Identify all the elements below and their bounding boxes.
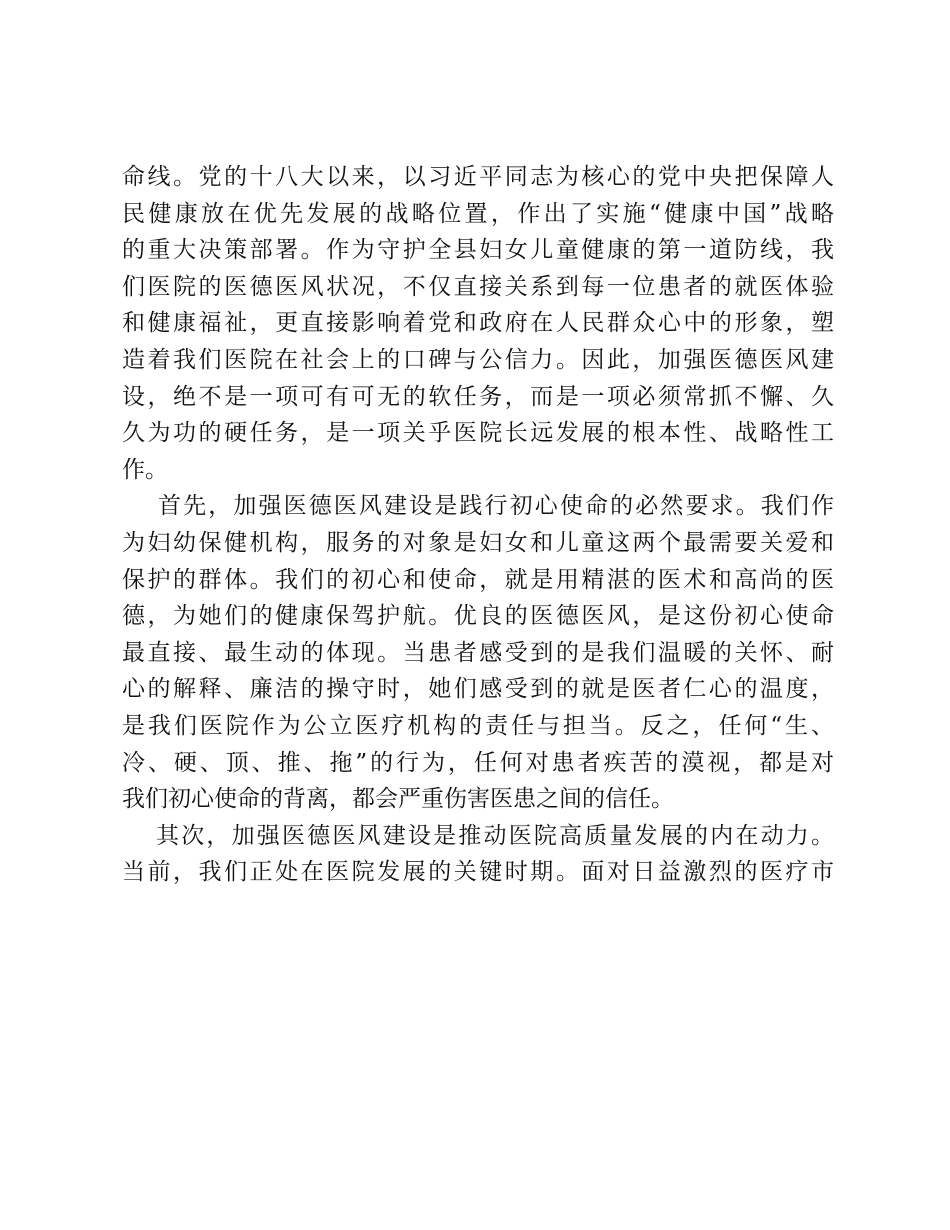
text-line: 冷、硬、顶、推、拖”的行为，任何对患者疾苦的漠视，都是对 <box>122 749 834 776</box>
text-line: 久为功的硬任务，是一项关乎医院长远发展的根本性、战略性工 <box>122 420 834 447</box>
text-line: 为妇幼保健机构，服务的对象是妇女和儿童这两个最需要关爱和 <box>122 529 834 556</box>
text-line: 德，为她们的健康保驾护航。优良的医德医风，是这份初心使命 <box>122 603 834 630</box>
text-line: 保护的群体。我们的初心和使命，就是用精湛的医术和高尚的医 <box>122 566 834 593</box>
paragraph-2 <box>122 488 834 817</box>
text-line: 作。 <box>122 456 168 483</box>
text-line: 设，绝不是一项可有可无的软任务，而是一项必须常抓不懈、久 <box>122 383 834 410</box>
text-line: 其次，加强医德医风建设是推动医院高质量发展的内在动力。 <box>156 822 834 849</box>
text-line: 造着我们医院在社会上的口碑与公信力。因此，加强医德医风建 <box>122 346 834 373</box>
text-line: 命线。党的十八大以来，以习近平同志为核心的党中央把保障人 <box>122 164 834 190</box>
text-line: 民健康放在优先发展的战略位置，作出了实施“健康中国”战略 <box>122 200 834 227</box>
text-line: 心的解释、廉洁的操守时，她们感受到的就是医者仁心的温度， <box>122 676 834 703</box>
text-line: 当前，我们正处在医院发展的关键时期。面对日益激烈的医疗市 <box>122 859 834 886</box>
paragraph-1 <box>122 159 834 488</box>
text-line: 是我们医院作为公立医疗机构的责任与担当。反之，任何“生、 <box>122 712 834 739</box>
text-line: 最直接、最生动的体现。当患者感受到的是我们温暖的关怀、耐 <box>122 639 834 666</box>
text-line: 首先，加强医德医风建设是践行初心使命的必然要求。我们作 <box>158 493 834 520</box>
document-body <box>122 159 834 891</box>
text-line: 们医院的医德医风状况，不仅直接关系到每一位患者的就医体验 <box>122 273 834 300</box>
text-line: 的重大决策部署。作为守护全县妇女儿童健康的第一道防线，我 <box>122 237 834 264</box>
paragraph-3 <box>122 818 834 891</box>
text-line: 我们初心使命的背离，都会严重伤害医患之间的信任。 <box>122 786 674 813</box>
text-line: 和健康福祉，更直接影响着党和政府在人民群众心中的形象，塑 <box>122 310 834 337</box>
